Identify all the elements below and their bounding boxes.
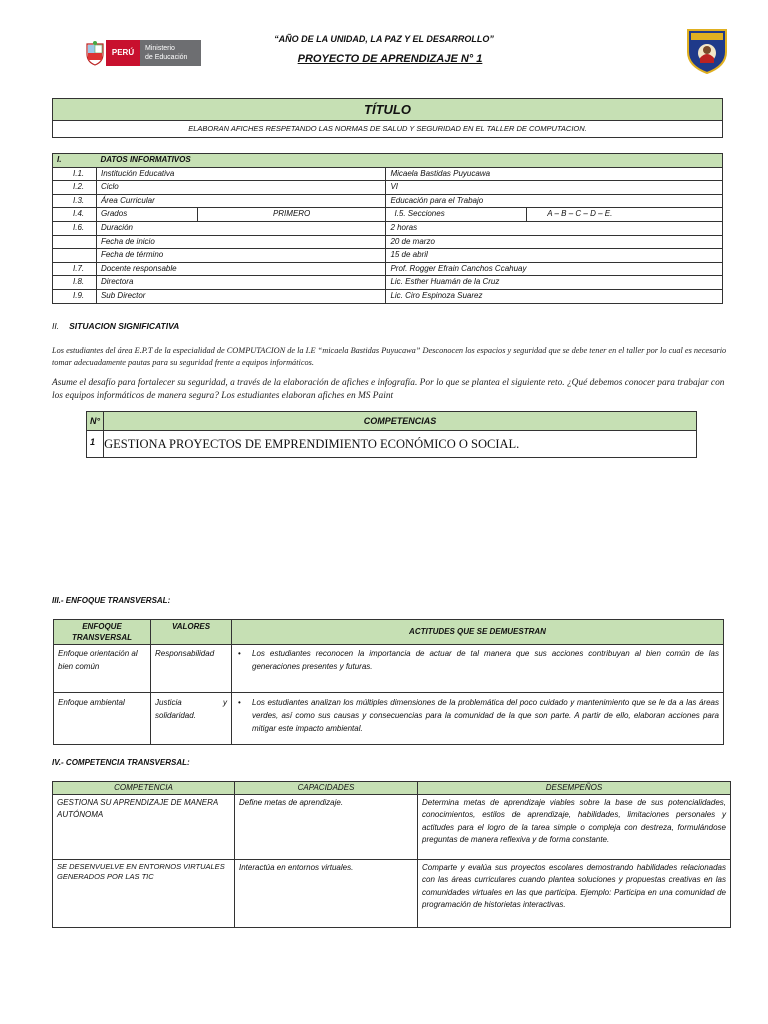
table-row [87,431,697,458]
row-num [53,249,97,263]
row-label: Directora [96,276,385,290]
table-row [54,645,724,693]
row-label: Ciclo [96,181,385,195]
actitud-text: • Los estudiantes analizan los múltiples dimensiones de la problemática del poco cuidado y mantenimiento que se le da a las áreas verdes, así como sus causas y consecuencias para la comunidad de la que son parte. A partir de ello, elaboran acciones para mitigar este impacto ambiental. [236,696,719,735]
desempeno-cell: Comparte y evalúa sus proyectos escolares demostrando habilidades relacionadas con las áreas curriculares cuando plantea soluciones y propuestas creativas en las comunidades virtuales en las que participa. Ejemplo: Participa en una comunidad de programación de historietas interactivas. [418,860,731,928]
table-row [53,795,731,860]
enfoque-cell: Enfoque orientación al bien común [54,645,151,693]
table-row [53,289,723,303]
valor-cell: Responsabilidad [151,645,232,693]
desempeno-cell: Determina metas de aprendizaje viables sobre la base de sus potencialidades, conocimientos, estilos de aprendizaje, habilidades, limitaciones personales y actitudes para el logro de la tarea simple o compleja con destreza, formulándose preguntas de manera reflexiva y de forma constante. [418,795,731,860]
row-num: I.7. [53,262,97,276]
secciones-label: I.5. Secciones [386,208,527,222]
enfoque-cell: Enfoque ambiental [54,693,151,745]
capacidad-cell: Interactúa en entornos virtuales. [235,860,418,928]
actitudes-col-header: ACTITUDES QUE SE DEMUESTRAN [232,620,724,645]
secciones-value: A – B – C – D – E. [527,208,723,222]
row-value: Prof. Rogger Efrain Canchos Ccahuay [386,262,723,276]
project-title: PROYECTO DE APRENDIZAJE N° 1 [297,53,483,65]
title-heading: TÍTULO [53,99,723,121]
comp-text: GESTIONA PROYECTOS DE EMPRENDIMIENTO ECONÓMICO O SOCIAL. [104,431,697,458]
desempenos-col-header: DESEMPEÑOS [418,782,731,795]
row-num: I.9. [53,289,97,303]
situacion-paragraph-2: Asume el desafío para fortalecer su seguridad, a través de la elaboración de afiches e infografía. Por lo que se plantea el siguiente reto. ¿Qué debemos conocer para trabajar con los equipos informáticos de manera segura? Los estudiantes elaboran afiches en MS Paint [52,378,725,401]
row-value: 2 horas [386,221,723,235]
row-value: Lic. Esther Huamán de la Cruz [386,276,723,290]
row-num [53,235,97,249]
enfoque-col-header: ENFOQUE TRANSVERSAL [54,620,151,645]
row-value: Micaela Bastidas Puyucawa [386,167,723,181]
datos-informativos-table [52,153,723,304]
valor-cell: Justicia y solidaridad. [151,693,232,745]
row-value: Educación para el Trabajo [386,194,723,208]
comp-transversal-heading: IV.- COMPETENCIA TRANSVERSAL: [52,758,190,767]
table-row [53,235,723,249]
peru-logo-label: PERÚ [106,40,140,66]
year-motto: “AÑO DE LA UNIDAD, LA PAZ Y EL DESARROLLO” [274,34,494,44]
table-row [53,167,723,181]
table-row [54,693,724,745]
row-value: 20 de marzo [386,235,723,249]
competencias-table [86,411,697,458]
ministerio-text: Ministerio [145,45,175,52]
comp-num: 1 [87,431,104,458]
datos-num: I. [53,154,97,168]
grados-label: Grados [96,208,197,222]
actitud-cell [232,645,724,693]
row-num: I.4. [53,208,97,222]
comp-title-header: COMPETENCIAS [104,412,697,431]
competencia-cell: GESTIONA SU APRENDIZAJE DE MANERA AUTÓNOMA [53,795,235,860]
enfoque-heading: III.- ENFOQUE TRANSVERSAL: [52,596,171,605]
competencia-transversal-table [52,781,731,928]
table-row [53,181,723,195]
row-label: Área Curricular [96,194,385,208]
capacidad-cell: Define metas de aprendizaje. [235,795,418,860]
row-label: Fecha de término [96,249,385,263]
valores-col-header: VALORES [151,620,232,645]
row-label: Fecha de inicio [96,235,385,249]
grados-value: PRIMERO [197,208,386,222]
competencia-cell: SE DESENVUELVE EN ENTORNOS VIRTUALES GENERADOS POR LAS TIC [53,860,235,928]
row-label: Sub Director [96,289,385,303]
capacidades-col-header: CAPACIDADES [235,782,418,795]
title-table [52,98,723,138]
row-value: VI [386,181,723,195]
row-label: Docente responsable [96,262,385,276]
situacion-title: SITUACION SIGNIFICATIVA [69,321,180,331]
row-label: Duración [96,221,385,235]
school-crest-icon [686,28,728,74]
table-row [53,262,723,276]
situacion-paragraph-1: Los estudiantes del área E.P.T de la especialidad de COMPUTACION de la I.E “micaela Bastidas Puyucawa” Desconocen los espacios y seguridad que se debe tener en el taller por lo cual es necesario tomar adecuadamente pautas para su seguridad frente a equipos informáticos. [52,346,727,367]
competencia-col-header: COMPETENCIA [53,782,235,795]
situacion-num: II. [52,321,60,331]
row-num: I.3. [53,194,97,208]
row-value: 15 de abril [386,249,723,263]
row-num: I.6. [53,221,97,235]
row-value: Lic. Ciro Espinoza Suarez [386,289,723,303]
table-row [53,249,723,263]
row-label: Institución Educativa [96,167,385,181]
row-num: I.1. [53,167,97,181]
table-row [53,276,723,290]
table-row [53,194,723,208]
datos-heading: DATOS INFORMATIVOS [96,154,722,168]
table-row [53,860,731,928]
row-num: I.2. [53,181,97,195]
actitud-text: • Los estudiantes reconocen la importancia de actuar de tal manera que sus acciones contribuyan al bien común de las generaciones presentes y futuras. [236,647,719,673]
row-num: I.8. [53,276,97,290]
table-row [53,221,723,235]
de-educacion-text: de Educación [145,54,188,61]
situacion-heading [52,321,179,331]
enfoque-table [53,619,724,745]
title-text: ELABORAN AFICHES RESPETANDO LAS NORMAS DE SALUD Y SEGURIDAD EN EL TALLER DE COMPUTACION. [53,121,723,138]
comp-num-header: N° [87,412,104,431]
actitud-cell [232,693,724,745]
grados-row [53,208,723,222]
